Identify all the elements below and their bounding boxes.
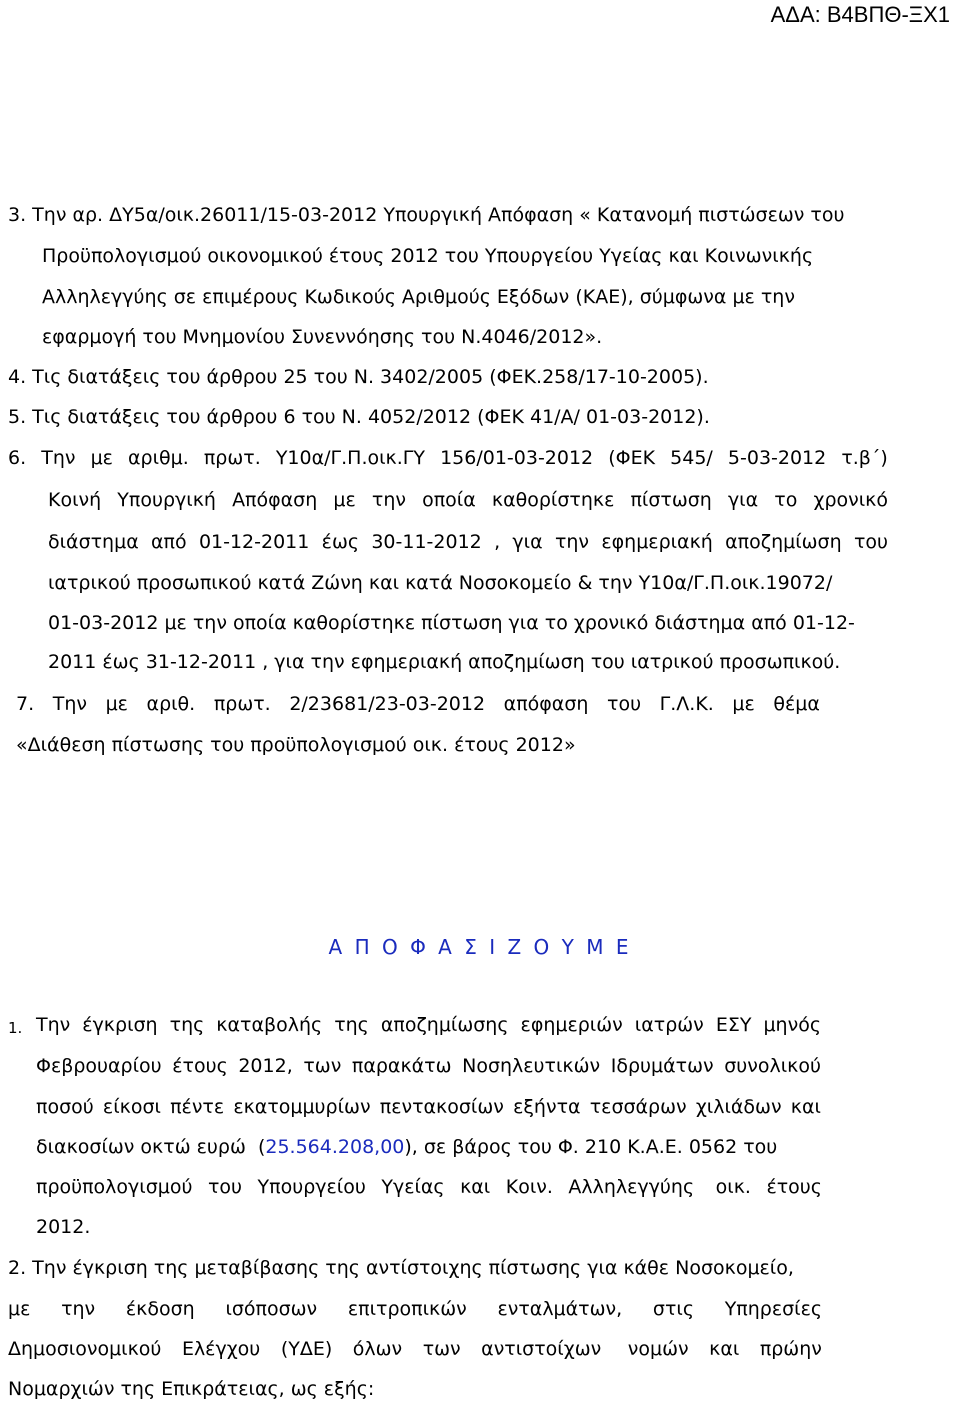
word: τ.β΄) xyxy=(841,447,888,469)
word: θέμα xyxy=(773,693,820,715)
word: (ΦΕΚ xyxy=(608,447,656,469)
word: 7. xyxy=(16,693,35,715)
word: αποζημίωση xyxy=(725,531,842,553)
word: την xyxy=(61,1298,96,1320)
word: έτους xyxy=(766,1176,822,1198)
word: Υπηρεσίες xyxy=(724,1298,822,1320)
decision-title: Α Π Ο Φ Α Σ Ι Ζ Ο Υ Μ Ε xyxy=(328,935,632,959)
word: καθορίστηκε xyxy=(491,489,615,511)
word: Ελέγχου xyxy=(181,1338,261,1360)
word: Κοινή xyxy=(48,489,102,511)
word: εκατομμυρίων xyxy=(233,1096,371,1118)
para6-line1 xyxy=(8,446,888,470)
word: εφημεριακή xyxy=(601,531,713,553)
word: και xyxy=(790,1096,821,1118)
word: χρονικό xyxy=(813,489,888,511)
word: Υπουργική xyxy=(117,489,216,511)
word: Νοσηλευτικών xyxy=(462,1055,601,1077)
word: για xyxy=(512,531,543,553)
item1-amount: 25.564.208,00 xyxy=(265,1136,405,1158)
word: προϋπολογισμού xyxy=(36,1176,193,1198)
item2-line1: 2. Την έγκριση της μεταβίβασης της αντίστοιχης πίστωσης για κάθε Νοσοκομείο, xyxy=(8,1257,794,1279)
word: Υγείας xyxy=(381,1176,445,1198)
para6-line5: 01-03-2012 με την οποία καθορίστηκε πίστωση για το χρονικό διάστημα από 01-12- xyxy=(48,612,855,634)
word: των xyxy=(422,1338,461,1360)
word: 6. xyxy=(8,447,27,469)
item1-line5 xyxy=(36,1175,822,1199)
item2-line4: Νομαρχιών της Επικράτειας, ως εξής: xyxy=(8,1378,375,1400)
para3-line4: εφαρμογή του Μνημονίου Συνεννόησης του Ν.4046/2012». xyxy=(42,326,603,348)
word: αριθ. xyxy=(146,693,196,715)
word: Υπουργείου xyxy=(257,1176,366,1198)
word: την xyxy=(554,531,590,553)
word: καταβολής xyxy=(216,1014,323,1036)
word: Φεβρουαρίου xyxy=(36,1055,162,1077)
word: αριθμ. xyxy=(128,447,189,469)
word: εξήντα xyxy=(513,1096,581,1118)
word: του xyxy=(207,1176,243,1198)
word: την xyxy=(371,489,406,511)
word: και xyxy=(709,1338,740,1360)
word: διάστημα xyxy=(48,531,139,553)
para3-line2: Προϋπολογισμού οικονομικού έτους 2012 του Υπουργείου Υγείας και Κοινωνικής xyxy=(42,245,814,267)
word: συνολικού xyxy=(724,1055,821,1077)
word: Την xyxy=(36,1014,71,1036)
word: έτους xyxy=(172,1055,228,1077)
word: πέντε xyxy=(170,1096,225,1118)
para3-line3: Αλληλεγγύης σε επιμέρους Κωδικούς Αριθμούς Εξόδων (ΚΑΕ), σύμφωνα με την xyxy=(42,286,795,308)
item2-line2 xyxy=(8,1297,822,1321)
word: ισόποσων xyxy=(225,1298,318,1320)
item1-line4-post: ), σε βάρος του Φ. 210 Κ.Α.Ε. 0562 του xyxy=(404,1136,778,1158)
word: Δημοσιονομικού xyxy=(8,1338,162,1360)
word: με xyxy=(333,489,356,511)
word: (ΥΔΕ) xyxy=(280,1338,333,1360)
item1-line2 xyxy=(36,1054,821,1078)
word: των xyxy=(303,1055,342,1077)
word: πρωτ. xyxy=(203,447,261,469)
word: οποία xyxy=(422,489,476,511)
word: Την xyxy=(52,693,87,715)
word: αντιστοίχων xyxy=(481,1338,602,1360)
para7-line2: «Διάθεση πίστωσης του προϋπολογισμού οικ. έτους 2012» xyxy=(16,734,576,756)
word: Την xyxy=(41,447,76,469)
word: και xyxy=(460,1176,491,1198)
word: ποσού xyxy=(36,1096,94,1118)
word: επιτροπικών xyxy=(347,1298,467,1320)
word: έως xyxy=(321,531,360,553)
word: από xyxy=(151,531,187,553)
item1-line4 xyxy=(36,1135,777,1159)
word: αποζημίωσης xyxy=(380,1014,509,1036)
word: Κοιν. xyxy=(505,1176,553,1198)
word: πρωτ. xyxy=(213,693,271,715)
para6-line6: 2011 έως 31-12-2011 , για την εφημεριακή αποζημίωση του ιατρικού προσωπικού. xyxy=(48,651,841,673)
word: εφημεριών xyxy=(520,1014,623,1036)
word: 2012, xyxy=(238,1055,293,1077)
word: Γ.Λ.Κ. xyxy=(659,693,714,715)
word: του xyxy=(607,693,642,715)
word: το xyxy=(774,489,798,511)
word: με xyxy=(8,1298,31,1320)
item1-line1 xyxy=(36,1013,821,1037)
word: 156/01-03-2012 xyxy=(440,447,594,469)
word: ενταλμάτων, xyxy=(497,1298,623,1320)
ada-code: ΑΔΑ: Β4ΒΠΘ-ΞΧ1 xyxy=(770,2,950,27)
word: με xyxy=(90,447,113,469)
item1-line6: 2012. xyxy=(36,1216,91,1238)
word: όλων xyxy=(352,1338,403,1360)
word: είκοσι xyxy=(102,1096,161,1118)
para5-line: 5. Τις διατάξεις του άρθρου 6 του Ν. 4052/2012 (ΦΕΚ 41/Α/ 01-03-2012). xyxy=(8,406,710,428)
word: Ιδρυμάτων xyxy=(610,1055,714,1077)
para3-line1: 3. Την αρ. ΔΥ5α/οικ.26011/15-03-2012 Υπουργική Απόφαση « Κατανομή πιστώσεων του xyxy=(8,204,845,226)
word: πίστωση xyxy=(630,489,712,511)
word: Απόφαση xyxy=(232,489,318,511)
word: μηνός xyxy=(763,1014,821,1036)
para6-line2 xyxy=(48,488,888,512)
word: ΕΣΥ xyxy=(715,1014,752,1036)
word: πεντακοσίων xyxy=(379,1096,504,1118)
item1-line4-pre: διακοσίων οκτώ ευρώ ( xyxy=(36,1136,266,1158)
word: με xyxy=(732,693,755,715)
para4-line: 4. Τις διατάξεις του άρθρου 25 του Ν. 3402/2005 (ΦΕΚ.258/17-10-2005). xyxy=(8,366,709,388)
word: οικ. xyxy=(709,1176,751,1198)
word: πρώην xyxy=(759,1338,822,1360)
word: 30-11-2012 xyxy=(371,531,482,553)
para6-line4: ιατρικού προσωπικού κατά Ζώνη και κατά Νοσοκομείο & την Υ10α/Γ.Π.οικ.19072/ xyxy=(48,572,833,594)
word: του xyxy=(853,531,888,553)
word: με xyxy=(105,693,128,715)
para6-line3 xyxy=(48,530,888,554)
word: για xyxy=(727,489,759,511)
item1-number: 1. xyxy=(8,1019,23,1037)
word: Αλληλεγγύης xyxy=(568,1176,695,1198)
word: 01-12-2011 xyxy=(198,531,310,553)
word: 2/23681/23-03-2012 xyxy=(289,693,486,715)
word: της xyxy=(334,1014,369,1036)
word: έκδοση xyxy=(125,1298,195,1320)
word: 5-03-2012 xyxy=(727,447,827,469)
para7-line1 xyxy=(16,692,820,716)
item1-line3 xyxy=(36,1095,821,1119)
word: ιατρών xyxy=(634,1014,704,1036)
word: 545/ xyxy=(670,447,713,469)
word: της xyxy=(169,1014,205,1036)
word: απόφαση xyxy=(503,693,589,715)
word: νομών xyxy=(621,1338,689,1360)
item2-line3 xyxy=(8,1337,822,1361)
word: Υ10α/Γ.Π.οικ.ΓΥ xyxy=(275,447,425,469)
word: έγκριση xyxy=(82,1014,158,1036)
word: στις xyxy=(652,1298,694,1320)
word: τεσσάρων xyxy=(589,1096,687,1118)
word: , xyxy=(494,531,501,553)
word: χιλιάδων xyxy=(695,1096,782,1118)
word: παρακάτω xyxy=(351,1055,452,1077)
